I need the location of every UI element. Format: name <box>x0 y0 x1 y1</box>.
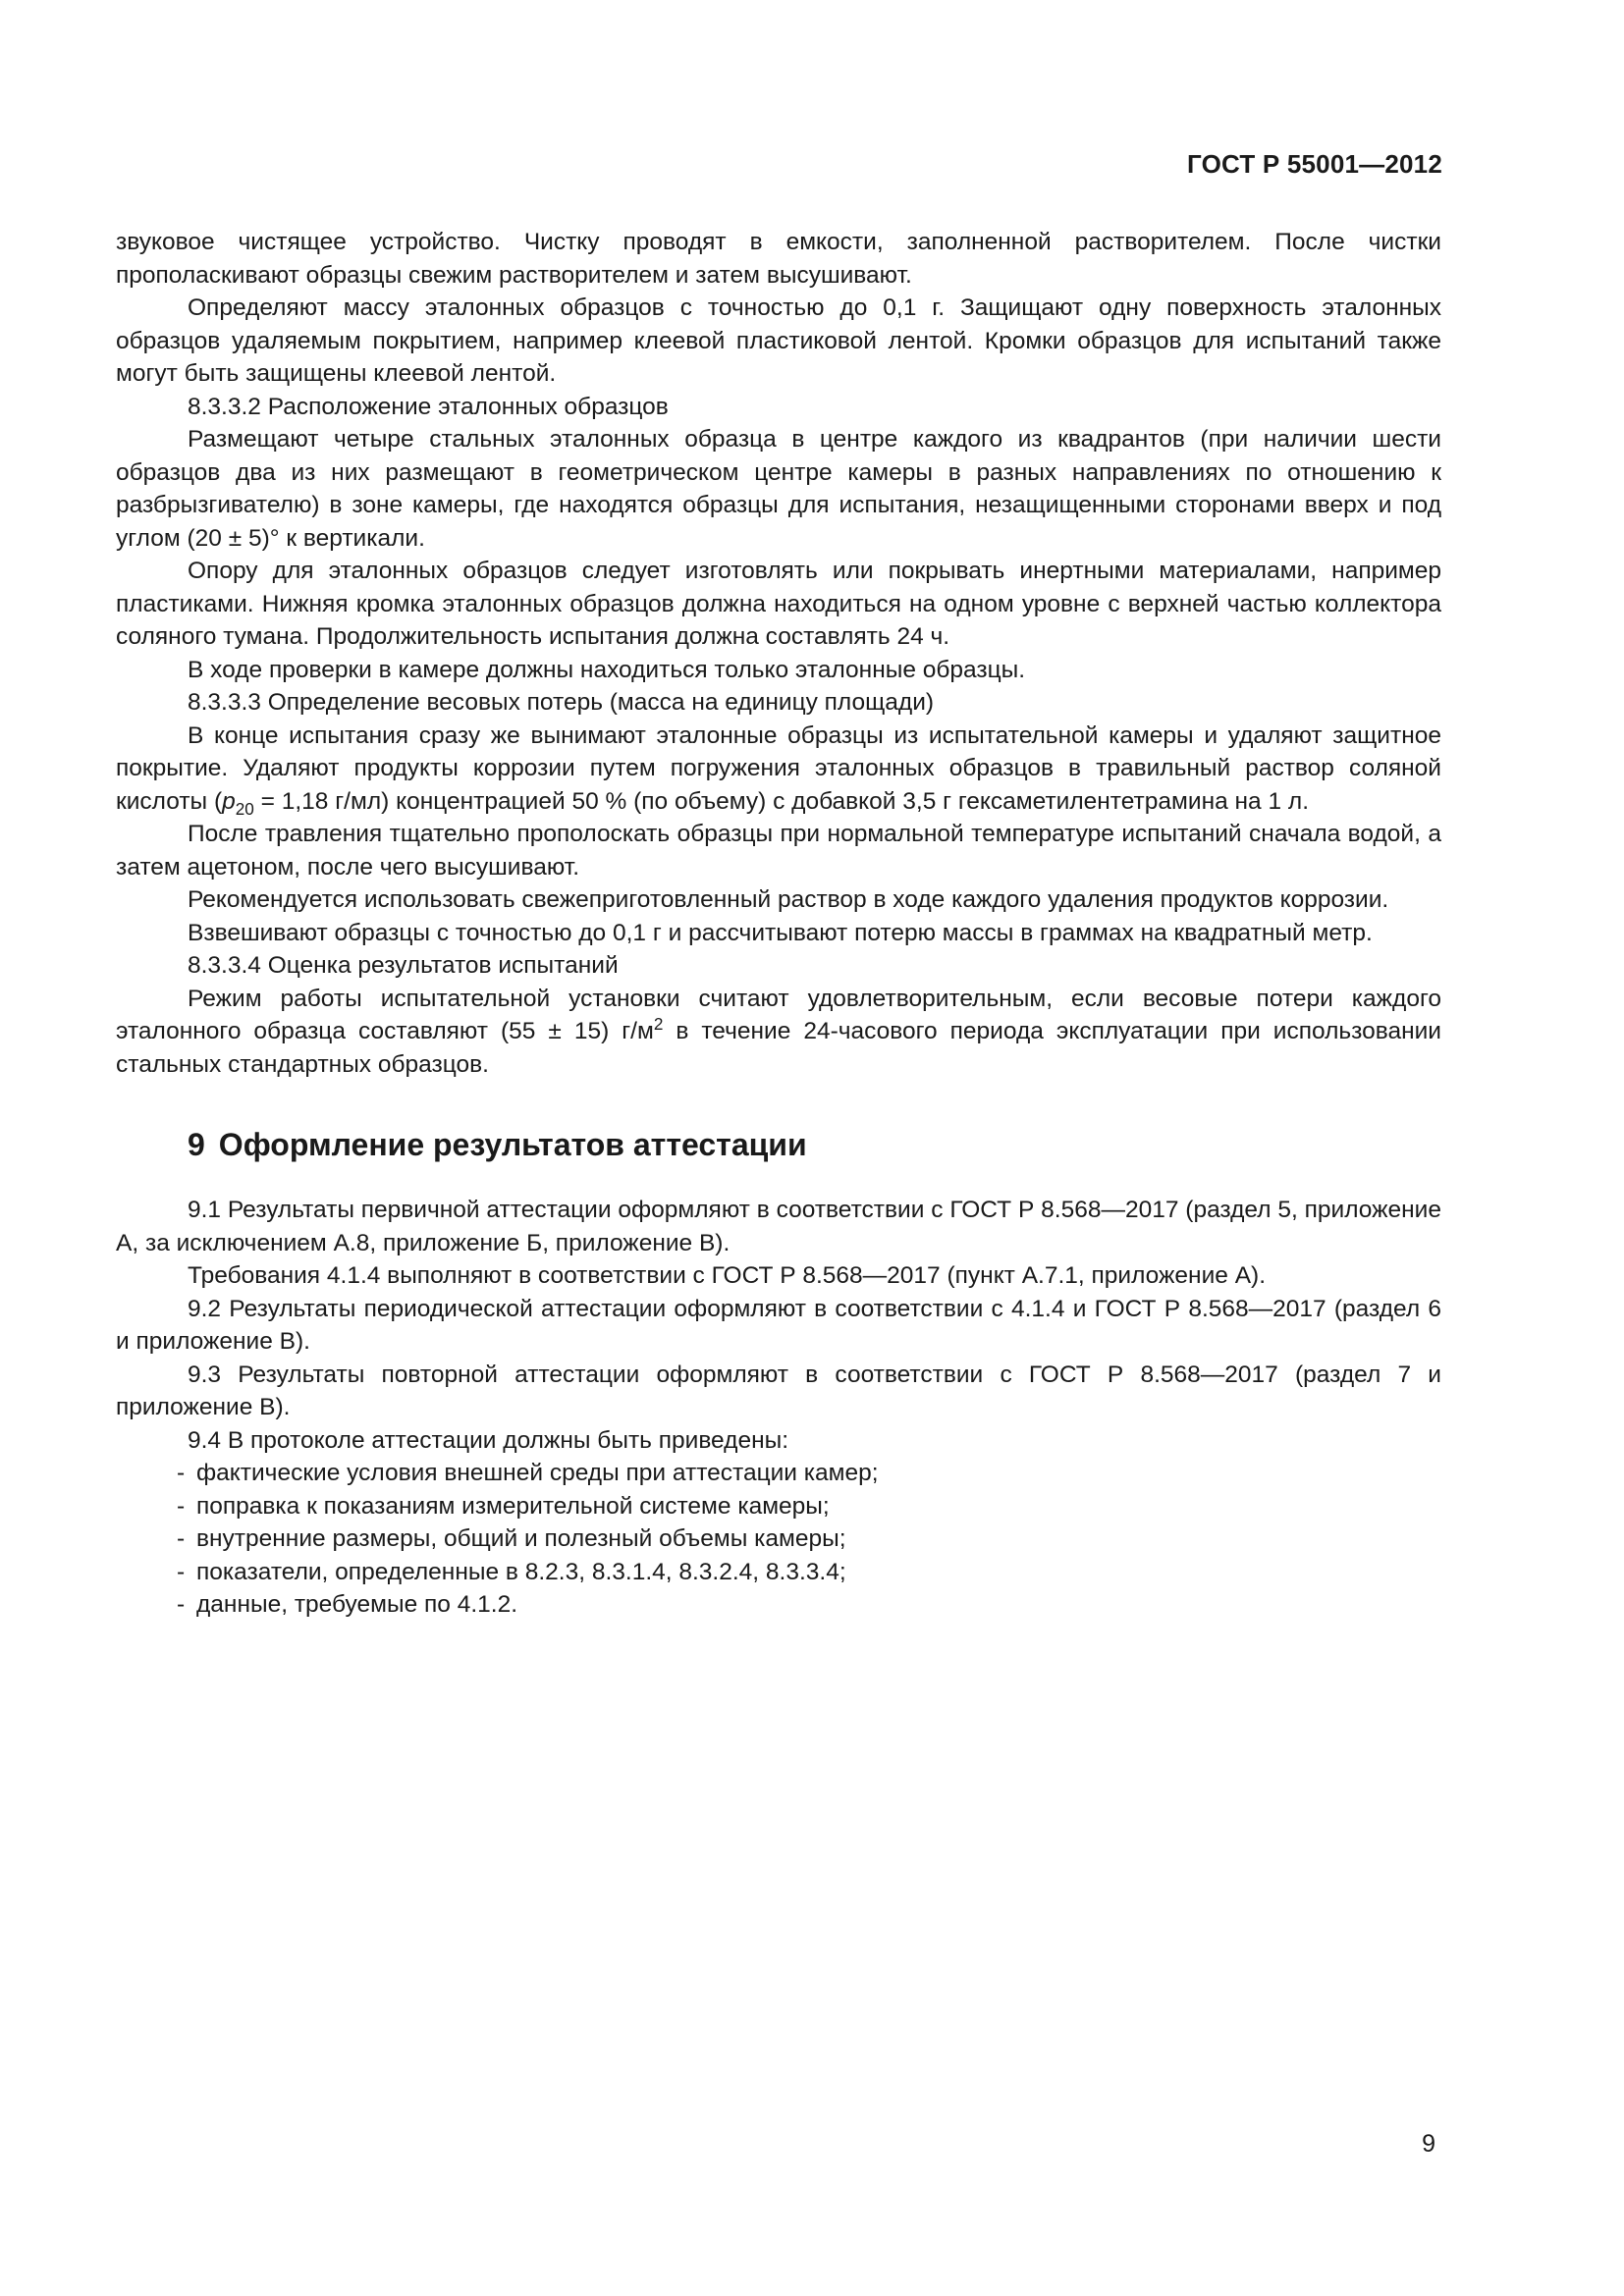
list-item <box>116 1556 1441 1589</box>
paragraph-9-2: 9.2 Результаты периодической аттестации оформляют в соответствии с 4.1.4 и ГОСТ Р 8.568—2017 (раздел 6 и приложение В). <box>116 1295 1441 1355</box>
paragraph-etching-rinse: После травления тщательно прополоскать образцы при нормальной температуре испытаний сначала водой, а затем ацетоном, после чего высушивают. <box>116 821 1441 881</box>
section-heading <box>116 1125 1441 1164</box>
bullet-marker: - <box>177 1460 186 1486</box>
paragraph-evaluation <box>116 983 1441 1082</box>
bullet-marker: - <box>177 1525 186 1552</box>
list-item <box>116 1457 1441 1490</box>
bullet-marker: - <box>177 1492 186 1520</box>
list-item <box>116 1490 1441 1523</box>
paragraph-corrosion-removal <box>116 720 1441 819</box>
paragraph-fresh-solution: Рекомендуется использовать свежеприготовленный раствор в ходе каждого удаления продуктов коррозии. <box>188 886 1389 913</box>
paragraph-sample-placement: Размещают четыре стальных эталонных образца в центре каждого из квадрантов (при наличии шести образцов два из них размещают в геометрическом центре камеры в разных направлениях по отношению к разбрызгивателю) в зоне камеры, где находятся образцы для испытания, незащищенными сторонами вверх и под углом (20 ± 5)° к вертикали. <box>116 426 1441 552</box>
list-item-text: данные, требуемые по 4.1.2. <box>196 1591 518 1618</box>
subsection-heading-8-3-3-4: 8.3.3.4 Оценка результатов испытаний <box>188 952 619 979</box>
density-subscript: 20 <box>235 798 254 819</box>
paragraph-sample-support: Опору для эталонных образцов следует изготовлять или покрывать инертными материалами, например пластиками. Нижняя кромка эталонных образцов должна находиться на одном уровне с верхней частью коллектора соляного тумана. Продолжительность испытания должна составлять 24 ч. <box>116 558 1441 650</box>
document-body <box>116 226 1441 1622</box>
paragraph-continuation: звуковое чистящее устройство. Чистку проводят в емкости, заполненной растворителем. После чистки прополаскивают образцы свежим растворителем и затем высушивают. <box>116 229 1441 289</box>
subsection-heading-8-3-3-3: 8.3.3.3 Определение весовых потерь (масса на единицу площади) <box>188 689 935 716</box>
subsection-heading-8-3-3-2: 8.3.3.2 Расположение эталонных образцов <box>188 393 669 420</box>
bullet-marker: - <box>177 1591 186 1618</box>
list-item-text: фактические условия внешней среды при аттестации камер; <box>196 1460 879 1486</box>
paragraph-sample-mass: Определяют массу эталонных образцов с точностью до 0,1 г. Защищают одну поверхность эталонных образцов удаляемым покрытием, например клеевой пластиковой лентой. Кромки образцов для испытаний также могут быть защищены клеевой лентой. <box>116 294 1441 387</box>
text-part: Режим работы испытательной установки считают удовлетворительным, если весовые потери каждого эталонного образца составляют (55 ± 15) г/м <box>116 985 1441 1044</box>
list-item <box>116 1588 1441 1622</box>
text-part: в течение 24-часового периода эксплуатации при использовании стальных стандартных образцов. <box>116 1018 1441 1078</box>
paragraph-weighing: Взвешивают образцы с точностью до 0,1 г и рассчитывают потерю массы в граммах на квадратный метр. <box>188 919 1373 946</box>
text-part: = 1,18 г/мл) концентрацией 50 % (по объему) с добавкой 3,5 г гексаметилентетрамина на 1 л. <box>253 787 1310 815</box>
document-header: ГОСТ Р 55001—2012 <box>1187 149 1442 179</box>
list-item <box>116 1522 1441 1556</box>
bullet-marker: - <box>177 1558 186 1585</box>
list-item-text: внутренние размеры, общий и полезный объемы камеры; <box>196 1525 846 1552</box>
section-number: 9 <box>188 1127 205 1162</box>
page-number: 9 <box>1422 2130 1435 2158</box>
paragraph-9-4: 9.4 В протоколе аттестации должны быть приведены: <box>188 1426 789 1454</box>
density-symbol: p <box>222 787 236 815</box>
paragraph-requirements-4-1-4: Требования 4.1.4 выполняют в соответствии с ГОСТ Р 8.568—2017 (пункт А.7.1, приложение А). <box>188 1262 1267 1289</box>
paragraph-9-1: 9.1 Результаты первичной аттестации оформляют в соответствии с ГОСТ Р 8.568—2017 (раздел 5, приложение А, за исключением А.8, приложение Б, приложение В). <box>116 1197 1441 1256</box>
paragraph-9-3: 9.3 Результаты повторной аттестации оформляют в соответствии с ГОСТ Р 8.568—2017 (раздел 7 и приложение В). <box>116 1361 1441 1420</box>
section-title: Оформление результатов аттестации <box>218 1127 807 1162</box>
text-part: В конце испытания сразу же вынимают эталонные образцы из испытательной камеры и удаляют защитное покрытие. Удаляют продукты коррозии путем погружения эталонных образцов в травильный раствор соляной кислоты ( <box>116 721 1441 815</box>
list-item-text: показатели, определенные в 8.2.3, 8.3.1.4, 8.3.2.4, 8.3.3.4; <box>196 1558 846 1585</box>
unit-superscript: 2 <box>653 1013 664 1034</box>
list-item-text: поправка к показаниям измерительной системе камеры; <box>196 1492 830 1520</box>
paragraph-reference-only: В ходе проверки в камере должны находиться только эталонные образцы. <box>188 656 1026 683</box>
